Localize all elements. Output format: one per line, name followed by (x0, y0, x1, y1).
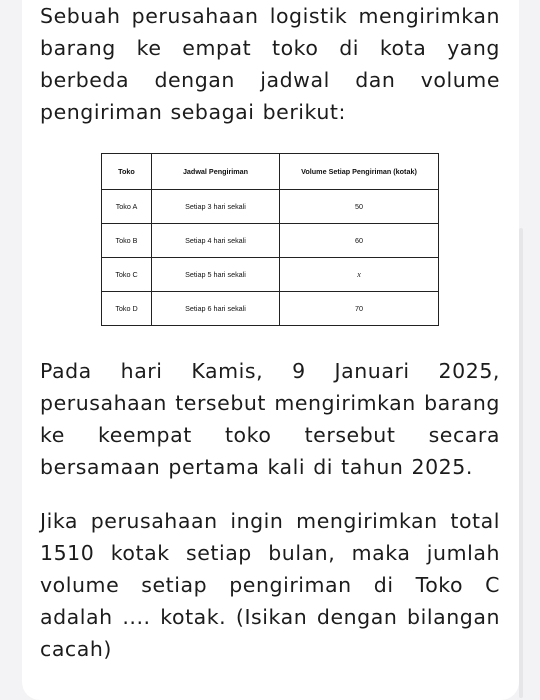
cell-volume: 50 (280, 190, 439, 224)
header-jadwal: Jadwal Pengiriman (152, 154, 280, 190)
table-row (102, 190, 439, 224)
question-intro: Sebuah perusahaan logistik mengirimkan barang ke empat toko di kota yang berbeda dengan jadwal dan volume pengiriman sebagai berikut: (40, 4, 500, 124)
cell-schedule: Setiap 6 hari sekali (152, 292, 280, 326)
cell-schedule: Setiap 4 hari sekali (152, 224, 280, 258)
table-row (102, 224, 439, 258)
cell-volume: 70 (280, 292, 439, 326)
table-header-row (102, 154, 439, 190)
table-row (102, 292, 439, 326)
cell-schedule: Setiap 5 hari sekali (152, 258, 280, 292)
cell-volume: 60 (280, 224, 439, 258)
shipping-schedule-table (101, 153, 439, 326)
question-context: Pada hari Kamis, 9 Januari 2025, perusahaan tersebut mengirimkan barang ke keempat toko tersebut secara bersamaan pertama kali di tahun 2025. (40, 359, 500, 479)
cell-store: Toko D (102, 292, 152, 326)
cell-store: Toko C (102, 258, 152, 292)
header-volume: Volume Setiap Pengiriman (kotak) (280, 154, 439, 190)
cell-schedule: Setiap 3 hari sekali (152, 190, 280, 224)
question-prompt: Jika perusahaan ingin mengirimkan total 1510 kotak setiap bulan, maka jumlah volume setiap pengiriman di Toko C adalah .... kotak. (Isikan dengan bilangan cacah) (40, 509, 500, 661)
cell-volume: x (280, 258, 439, 292)
header-toko: Toko (102, 154, 152, 190)
cell-store: Toko B (102, 224, 152, 258)
table-row (102, 258, 439, 292)
cell-store: Toko A (102, 190, 152, 224)
scrollbar[interactable] (519, 228, 523, 698)
